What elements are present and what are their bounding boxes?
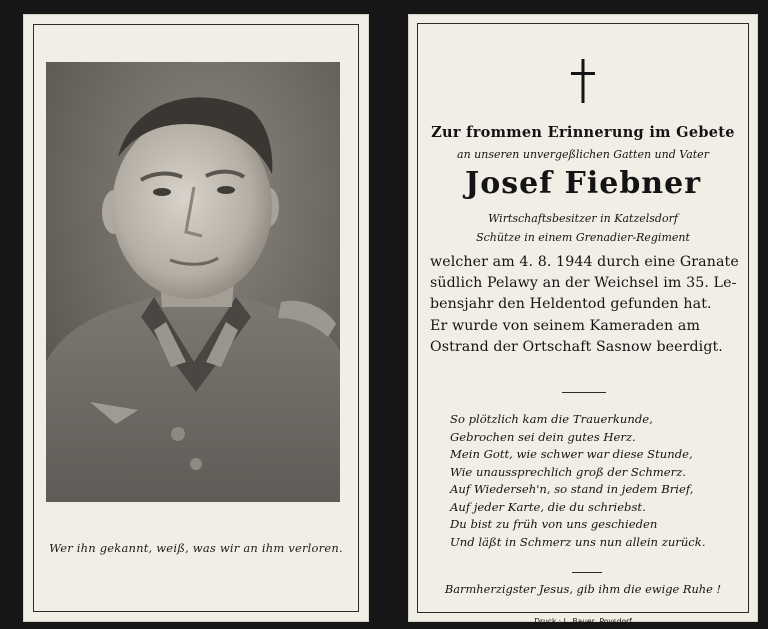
memorial-caption: Wer ihn gekannt, weiß, was wir an ihm verloren. [49,541,343,555]
memorial-poem [450,411,748,551]
poem-line: So plötzlich kam die Trauerkunde, [450,412,653,426]
poem-line: Du bist zu früh von uns geschieden [450,517,658,531]
deceased-name: Josef Fiebner [465,166,701,201]
body-line: Er wurde von seinem Kameraden am [430,317,700,334]
poem-line: Auf Wiederseh'n, so stand in jedem Brief, [450,482,694,496]
body-line: bensjahr den Heldentod gefunden hat. [430,296,712,313]
left-card [23,14,369,622]
printer-credit: Druck : L. Bauer, Poysdorf [534,617,632,626]
poem-line: Gebrochen sei dein gutes Herz. [450,429,636,444]
death-notice-text [430,252,742,358]
poem-line: Und läßt in Schmerz uns nun allein zurück. [450,534,706,549]
portrait-photo [46,62,340,502]
body-line: Ostrand der Ortschaft Sasnow beerdigt. [430,338,723,355]
poem-line: Wie unaussprechlich groß der Schmerz. [450,464,687,479]
body-line: südlich Pelawy an der Weichsel im 35. Le- [430,275,737,292]
rank-line: Schütze in einem Grenadier-Regiment [476,231,690,244]
closing-prayer: Barmherzigster Jesus, gib ihm die ewige Ruhe ! [444,582,722,596]
occupation-line: Wirtschaftsbesitzer in Katzelsdorf [488,212,678,225]
memorial-subheading: an unseren unvergeßlichen Gatten und Vater [457,148,709,161]
body-line: welcher am 4. 8. 1944 durch eine Granate [430,254,739,270]
divider [562,392,606,393]
divider [572,572,602,573]
poem-line: Mein Gott, wie schwer war diese Stunde, [450,447,693,461]
cross-icon [571,59,595,103]
memorial-heading: Zur frommen Erinnerung im Gebete [431,124,735,141]
poem-line: Auf jeder Karte, die du schriebst. [450,499,646,514]
right-card [408,14,758,626]
